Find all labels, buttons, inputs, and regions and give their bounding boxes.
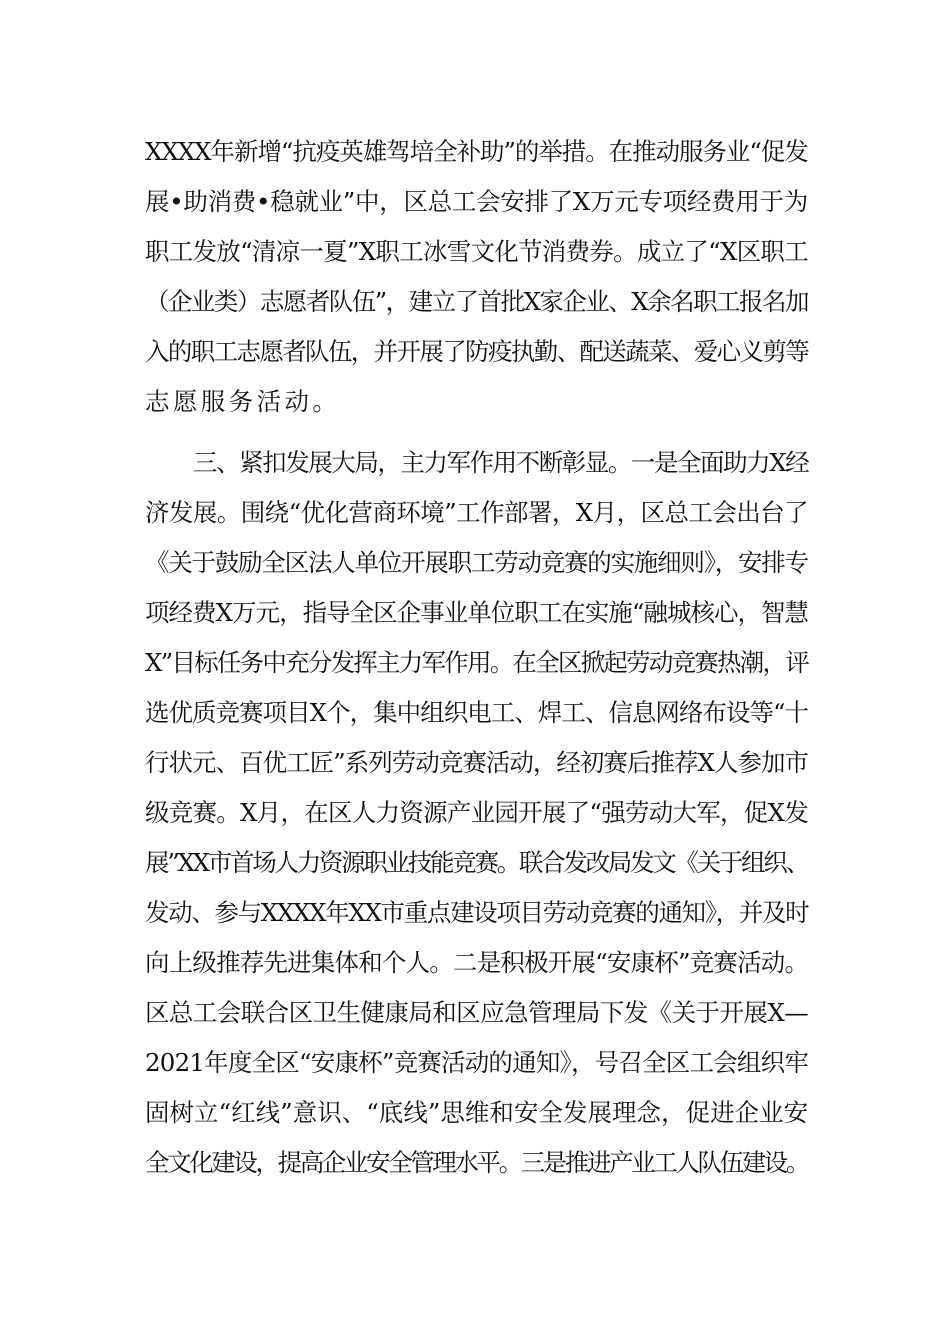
text-line: 选优质竞赛项目X个，集中组织电工、焊工、信息网络布设等“十 (145, 698, 809, 727)
text-line: 济发展。围绕“优化营商环境”工作部署，X月，区总工会出台了 (145, 498, 809, 527)
text-line: 发动、参与XXXX年XX市重点建设项目劳动竞赛的通知》，并及时 (145, 898, 809, 927)
text-line: 展•助消费•稳就业”中，区总工会安排了X万元专项经费用于为 (145, 187, 808, 216)
text-line: 项经费X万元，指导全区企事业单位职工在实施“融城核心，智慧 (145, 598, 809, 627)
text-line: 行状元、百优工匠”系列劳动竞赛活动，经初赛后推荐X人参加市 (145, 748, 809, 777)
paragraph-first-line: 三、紧扣发展大局，主力军作用不断彰显。一是全面助力X经 (193, 448, 809, 477)
text-line: 区总工会联合区卫生健康局和区应急管理局下发《关于开展X— (145, 998, 809, 1027)
text-line: 级竞赛。X月，在区人力资源产业园开展了“强劳动大军，促X发 (145, 798, 809, 827)
text-line: X”目标任务中充分发挥主力军作用。在全区掀起劳动竞赛热潮，评 (145, 648, 808, 677)
text-line: 展”XX市首场人力资源职业技能竞赛。联合发改局发文《关于组织、 (145, 848, 808, 877)
text-line: （企业类）志愿者队伍”，建立了首批X家企业、X余名职工报名加 (145, 287, 808, 316)
text-line: 志愿服务活动。 (145, 387, 341, 416)
text-line: 《关于鼓励全区法人单位开展职工劳动竞赛的实施细则》，安排专 (145, 548, 808, 577)
text-line: 全文化建设，提高企业安全管理水平。三是推进产业工人队伍建设。 (145, 1148, 808, 1177)
text-line: XXXX年新增“抗疫英雄驾培全补助”的举措。在推动服务业“促发 (145, 137, 808, 166)
text-line: 固树立“红线”意识、“底线”思维和安全发展理念，促进企业安 (145, 1098, 809, 1127)
text-line: 职工发放“清凉一夏”X职工冰雪文化节消费券。成立了“X区职工 (145, 237, 808, 266)
text-line: 2021年度全区“安康杯”竞赛活动的通知》，号召全区工会组织牢 (145, 1048, 809, 1077)
text-line: 入的职工志愿者队伍，并开展了防疫执勤、配送蔬菜、爱心义剪等 (145, 337, 809, 366)
text-line: 向上级推荐先进集体和个人。二是积极开展“安康杯”竞赛活动。 (145, 948, 809, 977)
